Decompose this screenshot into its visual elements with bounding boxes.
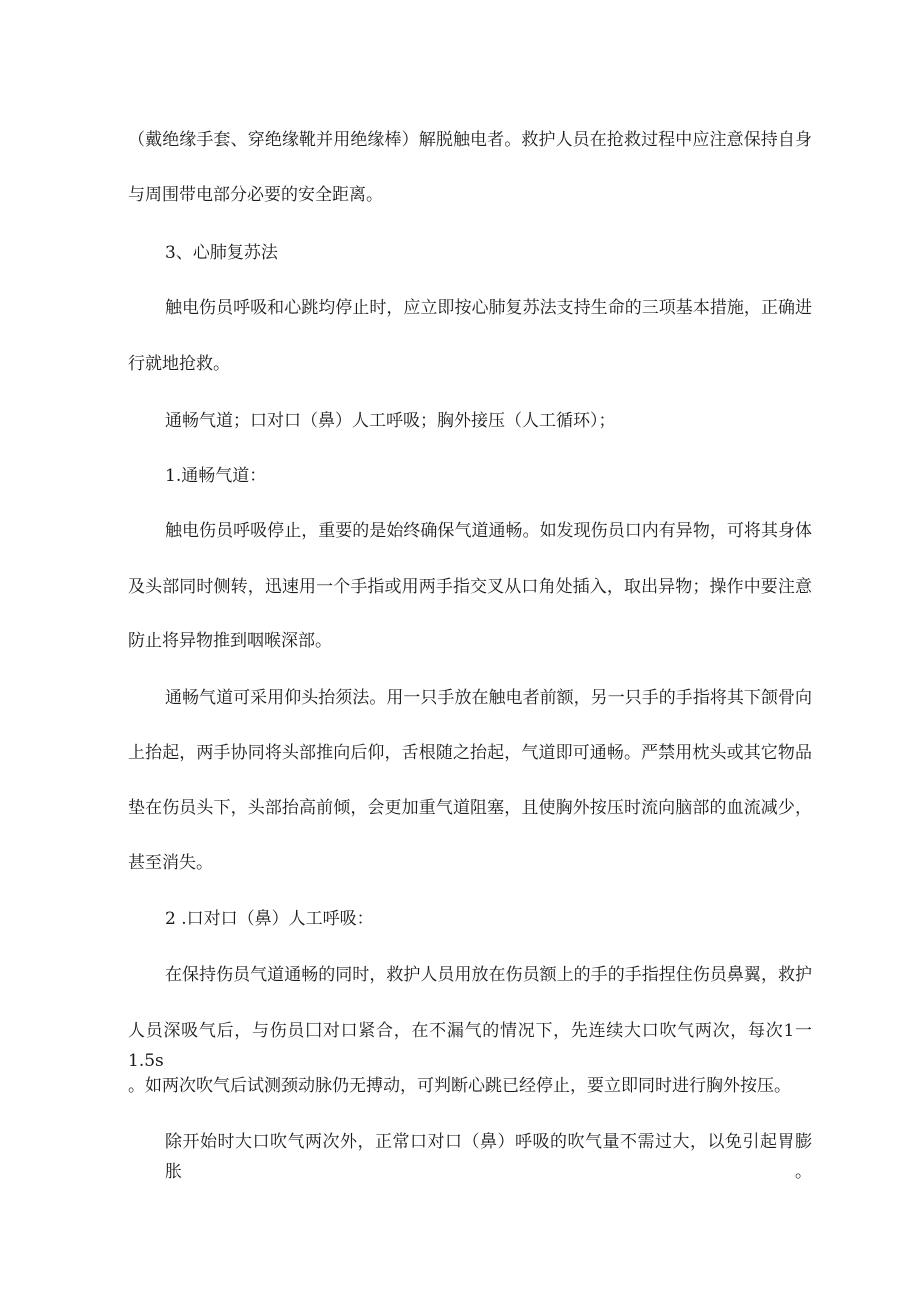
text-line: 甚至消失。 [128, 853, 213, 873]
text-line: 上抬起，两手协同将头部推向后仰，舌根随之抬起，气道即可通畅。严禁用枕头或其它物品 [128, 743, 812, 763]
text-line: 。如两次吹气后试测颈动脉仍无搏动，可判断心跳已经停止，要立即同时进行胸外按压。 [128, 1076, 791, 1096]
text-line: 人员深吸气后，与伤员囗对口紧合，在不漏气的情况下，先连续大口吹气两次，每次1一1.5s [128, 1021, 812, 1071]
section-heading: 3、心肺复苏法 [165, 243, 278, 263]
text-line: 与周围带电部分必要的安全距离。 [128, 185, 383, 205]
text-line: 行就地抢救。 [128, 354, 230, 374]
text-line: 通畅气道可采用仰头抬须法。用一只手放在触电者前额，另一只手的手指将其下颌骨向 [165, 688, 812, 708]
text-line: 及头部同时侧转，迅速用一个手指或用两手指交叉从口角处插入，取出异物；操作中要注意 [128, 577, 812, 597]
subsection-heading: 1.通畅气道： [165, 466, 267, 486]
text-line: 垫在伤员头下，头部抬高前倾，会更加重气道阻塞，且使胸外按压时流向脑部的血流减少， [128, 798, 812, 818]
text-line: 在保持伤员气道通畅的同时，救护人员用放在伤员额上的手的手指捏住伤员鼻翼，救护 [165, 965, 812, 985]
text-line: 触电伤员呼吸停止，重要的是始终确保气道通畅。如发现伤员口内有异物，可将其身体 [165, 521, 812, 541]
text-line: （戴绝缘手套、穿绝缘靴并用绝缘棒）解脱触电者。救护人员在抢救过程中应注意保持自身 [128, 130, 812, 150]
text-line: 通畅气道；口对口（鼻）人工呼吸；胸外接压（人工循环）； [165, 411, 616, 431]
text-line: 触电伤员呼吸和心跳均停止时，应立即按心肺复苏法支持生命的三项基本措施，正确进 [165, 298, 812, 318]
text-line: 防止将异物推到咽喉深部。 [128, 631, 332, 651]
text-line: 除开始时大口吹气两次外，正常口对口（鼻）呼吸的吹气量不需过大，以免引起胃膨胀。 [165, 1132, 812, 1182]
subsection-heading: 2 .口对口（鼻）人工呼吸： [165, 909, 374, 929]
